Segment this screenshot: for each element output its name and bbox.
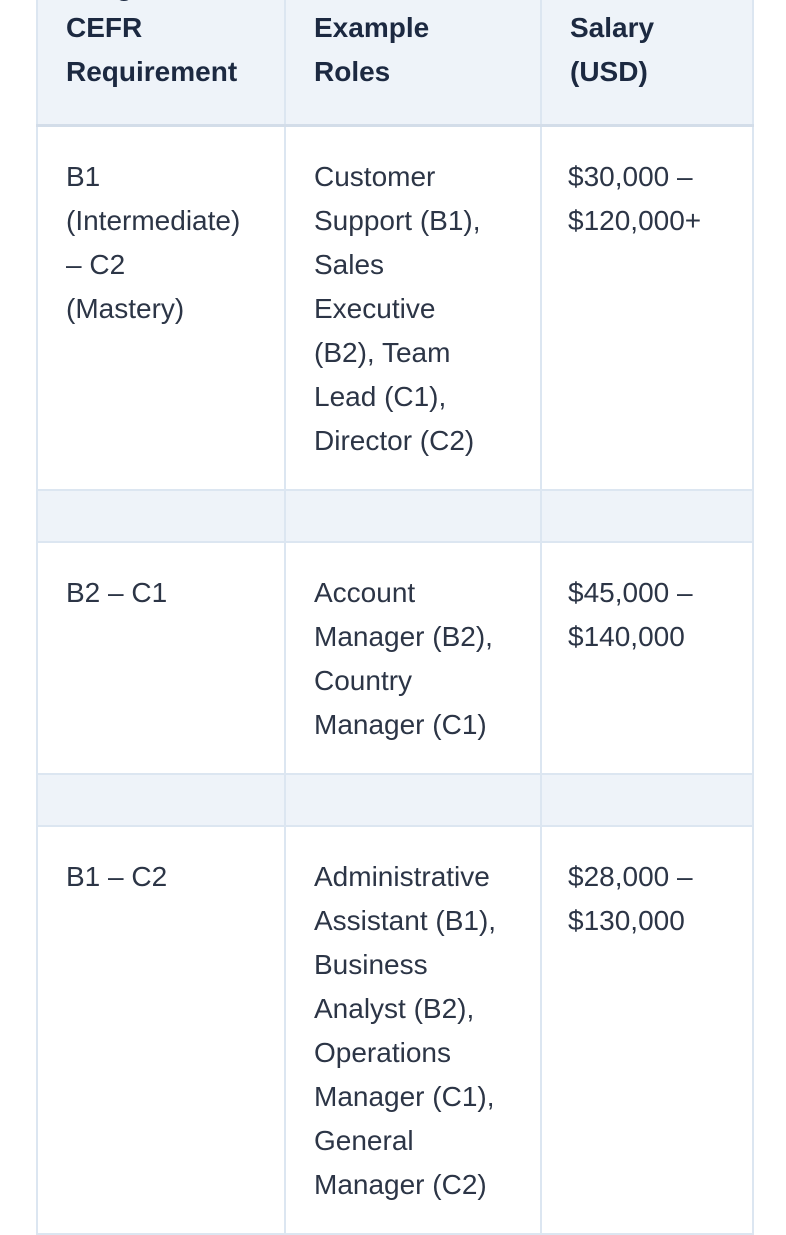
table-row	[37, 542, 753, 774]
cell-cefr	[37, 542, 285, 774]
table-row	[37, 126, 753, 491]
cell-line: $130,000	[568, 905, 685, 936]
cell-line: Director (C2)	[314, 425, 475, 456]
cell-roles	[285, 542, 541, 774]
cell-line: Business	[314, 949, 428, 980]
cell-line: Manager (C1)	[314, 709, 487, 740]
spacer-row	[37, 774, 753, 826]
table-header	[37, 0, 753, 126]
spacer-row	[37, 490, 753, 542]
table-body	[37, 126, 753, 1235]
cell-cefr	[37, 826, 285, 1234]
spacer-cell	[541, 774, 753, 826]
cell-salary	[541, 126, 753, 491]
header-cefr-requirement	[37, 0, 285, 126]
cell-line: Manager (C2)	[314, 1169, 487, 1200]
salary-table	[36, 0, 754, 1235]
cell-line: Executive	[314, 293, 436, 324]
spacer-cell	[37, 490, 285, 542]
header-row	[37, 0, 753, 126]
cell-line: Assistant (B1),	[314, 905, 497, 936]
cell-line: Manager (C1),	[314, 1081, 495, 1112]
cell-salary	[541, 542, 753, 774]
header-line: Salary	[570, 12, 655, 43]
cell-line: B1	[66, 161, 101, 192]
header-line: (USD)	[570, 56, 648, 87]
cell-salary	[541, 826, 753, 1234]
header-line: Roles	[314, 56, 391, 87]
cell-roles	[285, 826, 541, 1234]
header-line: CEFR	[66, 12, 143, 43]
cell-line: B1 – C2	[66, 861, 168, 892]
cell-line: (Intermediate)	[66, 205, 241, 236]
cell-line: $28,000 –	[568, 861, 693, 892]
cell-line: Country	[314, 665, 413, 696]
cell-line: Operations	[314, 1037, 451, 1068]
cell-line: Support (B1),	[314, 205, 481, 236]
cell-line: Administrative	[314, 861, 490, 892]
cell-line: Customer	[314, 161, 436, 192]
cut-off-header-text	[66, 0, 133, 8]
cell-line: Lead (C1),	[314, 381, 447, 412]
cell-line: (B2), Team	[314, 337, 451, 368]
cell-line: $120,000+	[568, 205, 702, 236]
spacer-cell	[541, 490, 753, 542]
cell-cefr	[37, 126, 285, 491]
header-example-roles	[285, 0, 541, 126]
table-row	[37, 826, 753, 1234]
cell-line: Sales	[314, 249, 385, 280]
cell-line: $140,000	[568, 621, 685, 652]
cell-line: Account	[314, 577, 416, 608]
cell-line: $45,000 –	[568, 577, 693, 608]
spacer-cell	[285, 490, 541, 542]
cell-line: Analyst (B2),	[314, 993, 475, 1024]
header-line: Example	[314, 12, 430, 43]
cell-line: – C2	[66, 249, 126, 280]
cell-line: (Mastery)	[66, 293, 185, 324]
cell-line: General	[314, 1125, 414, 1156]
cell-roles	[285, 126, 541, 491]
spacer-cell	[37, 774, 285, 826]
cell-line: $30,000 –	[568, 161, 693, 192]
spacer-cell	[285, 774, 541, 826]
cell-line: B2 – C1	[66, 577, 168, 608]
header-salary-usd	[541, 0, 753, 126]
cell-line: Manager (B2),	[314, 621, 493, 652]
header-line: Requirement	[66, 56, 238, 87]
